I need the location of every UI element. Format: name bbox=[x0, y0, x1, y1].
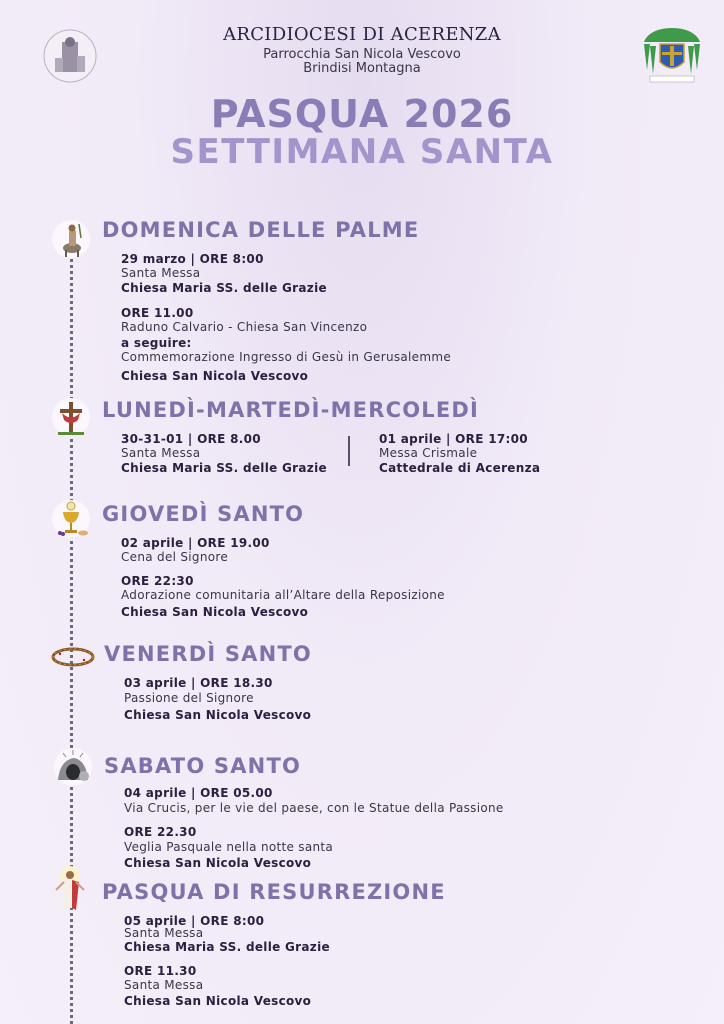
event-time: 05 aprile | ORE 8:00 bbox=[124, 914, 265, 928]
event-place: Chiesa San Nicola Vescovo bbox=[124, 856, 312, 870]
event-description: Commemorazione Ingresso di Gesù in Gerusalemme bbox=[121, 350, 452, 364]
cross-with-cloth-icon bbox=[52, 398, 90, 436]
event-place: Chiesa Maria SS. delle Grazie bbox=[124, 940, 330, 954]
jesus-on-donkey-icon bbox=[52, 220, 90, 258]
event-description: Santa Messa bbox=[121, 266, 201, 280]
event-time: 03 aprile | ORE 18.30 bbox=[124, 676, 273, 690]
event-time: 02 aprile | ORE 19.00 bbox=[121, 536, 270, 550]
chalice-icon bbox=[52, 500, 90, 538]
column-divider bbox=[348, 436, 350, 466]
page-subtitle: SETTIMANA SANTA bbox=[170, 132, 554, 172]
event-time: 30-31-01 | ORE 8.00 bbox=[121, 432, 261, 446]
event-place: Chiesa Maria SS. delle Grazie bbox=[121, 461, 327, 475]
event-place: Chiesa San Nicola Vescovo bbox=[124, 994, 312, 1008]
event-description: Passione del Signore bbox=[124, 691, 254, 705]
event-time: ORE 11.30 bbox=[124, 964, 197, 978]
event-description: Veglia Pasquale nella notte santa bbox=[124, 840, 334, 854]
section-heading-venerdi: VENERDÌ SANTO bbox=[104, 642, 312, 666]
event-place: Chiesa San Nicola Vescovo bbox=[124, 708, 312, 722]
section-heading-palme: DOMENICA DELLE PALME bbox=[102, 218, 420, 242]
event-place: Cattedrale di Acerenza bbox=[379, 461, 541, 475]
page-title: PASQUA 2026 bbox=[210, 92, 514, 136]
event-time: 29 marzo | ORE 8:00 bbox=[121, 252, 264, 266]
event-place: Chiesa Maria SS. delle Grazie bbox=[121, 281, 327, 295]
event-description: Via Crucis, per le vie del paese, con le Statue della Passione bbox=[124, 801, 504, 815]
event-description: Adorazione comunitaria all’Altare della Reposizione bbox=[121, 588, 445, 602]
event-time: ORE 22:30 bbox=[121, 574, 194, 588]
empty-tomb-icon bbox=[54, 748, 92, 786]
event-description: Cena del Signore bbox=[121, 550, 229, 564]
event-description: Santa Messa bbox=[124, 978, 204, 992]
event-description: Santa Messa bbox=[124, 926, 204, 940]
archdiocese-name: ARCIDIOCESI DI ACERENZA bbox=[223, 24, 501, 45]
event-time: 04 aprile | ORE 05.00 bbox=[124, 786, 273, 800]
risen-christ-icon bbox=[50, 864, 90, 920]
section-heading-pasqua: PASQUA DI RESURREZIONE bbox=[102, 880, 446, 904]
event-time: 01 aprile | ORE 17:00 bbox=[379, 432, 528, 446]
section-heading-giovedi: GIOVEDÌ SANTO bbox=[102, 502, 305, 526]
event-label: a seguire: bbox=[121, 336, 192, 350]
event-description: Santa Messa bbox=[121, 446, 201, 460]
section-heading-sabato: SABATO SANTO bbox=[104, 754, 302, 778]
crown-of-thorns-icon bbox=[50, 644, 96, 670]
event-description: Messa Crismale bbox=[379, 446, 478, 460]
parish-name-line2: Brindisi Montagna bbox=[303, 61, 421, 76]
event-place: Chiesa San Nicola Vescovo bbox=[121, 605, 309, 619]
event-time: ORE 11.00 bbox=[121, 306, 194, 320]
section-heading-lmm: LUNEDÌ-MARTEDÌ-MERCOLEDÌ bbox=[102, 398, 480, 422]
event-description: Raduno Calvario - Chiesa San Vincenzo bbox=[121, 320, 368, 334]
parish-name-line1: Parrocchia San Nicola Vescovo bbox=[263, 47, 461, 62]
event-place: Chiesa San Nicola Vescovo bbox=[121, 369, 309, 383]
parish-name bbox=[0, 48, 724, 76]
event-time: ORE 22.30 bbox=[124, 825, 197, 839]
